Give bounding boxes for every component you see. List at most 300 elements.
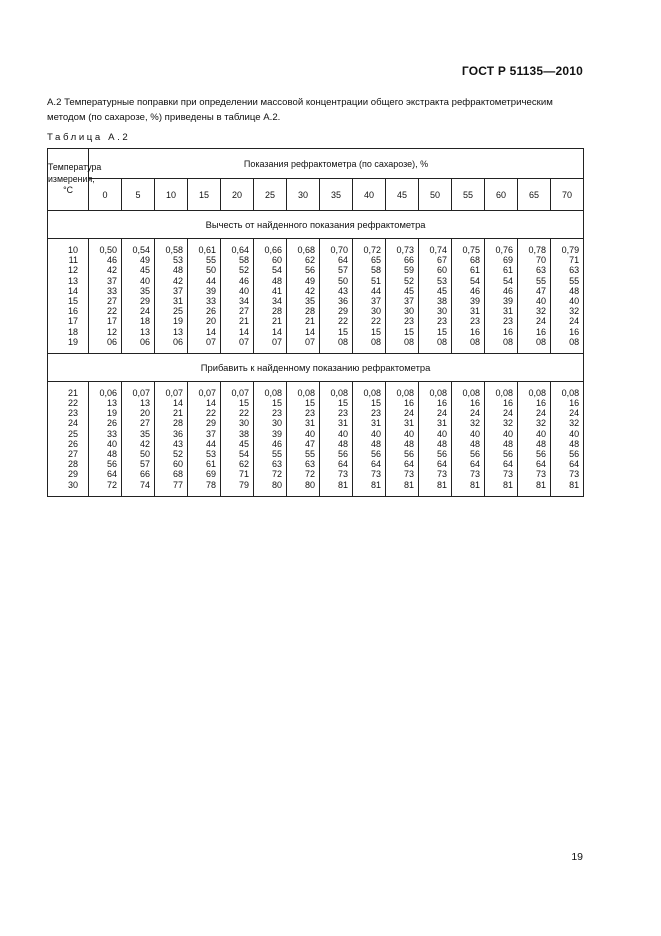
correction-value: 15	[370, 326, 381, 337]
correction-value: 60	[436, 265, 447, 276]
table-body	[48, 211, 584, 497]
column-header: 25	[254, 179, 287, 211]
correction-value: 16	[535, 326, 546, 337]
correction-value: 56	[304, 265, 315, 276]
correction-value: 24	[403, 408, 414, 419]
correction-value: 64	[337, 459, 348, 470]
correction-value: 40	[535, 428, 546, 439]
correction-value: 47	[304, 438, 315, 449]
correction-value: 0,08	[264, 387, 282, 398]
correction-value: 37	[106, 275, 117, 286]
correction-value: 40	[304, 428, 315, 439]
temperature-value: 19	[67, 336, 78, 347]
section-data-row	[48, 381, 584, 496]
correction-value: 31	[172, 295, 183, 306]
value-column	[419, 239, 452, 354]
correction-value: 44	[205, 275, 216, 286]
temperature-value: 14	[67, 285, 78, 296]
correction-value: 50	[337, 275, 348, 286]
correction-value: 57	[337, 265, 348, 276]
correction-value: 37	[205, 428, 216, 439]
correction-value: 13	[106, 398, 117, 409]
correction-value: 27	[238, 306, 249, 317]
correction-value: 0,08	[396, 387, 414, 398]
column-header: 20	[221, 179, 254, 211]
correction-value: 15	[337, 398, 348, 409]
correction-value: 52	[238, 265, 249, 276]
correction-value: 40	[370, 428, 381, 439]
correction-value: 71	[238, 469, 249, 480]
correction-value: 31	[502, 306, 513, 317]
value-column	[353, 381, 386, 496]
correction-value: 36	[172, 428, 183, 439]
correction-value: 52	[403, 275, 414, 286]
correction-value: 72	[106, 479, 117, 490]
page-number: 19	[571, 851, 583, 863]
correction-value: 22	[106, 306, 117, 317]
correction-value: 24	[502, 408, 513, 419]
correction-value: 40	[502, 428, 513, 439]
correction-value: 58	[370, 265, 381, 276]
value-column	[452, 239, 485, 354]
correction-value: 16	[469, 326, 480, 337]
value-column	[155, 239, 188, 354]
correction-value: 49	[139, 255, 150, 266]
correction-value: 08	[370, 336, 381, 347]
correction-value: 49	[304, 275, 315, 286]
correction-value: 68	[469, 255, 480, 266]
temperature-column	[48, 381, 89, 496]
correction-value: 22	[238, 408, 249, 419]
correction-value: 24	[535, 408, 546, 419]
correction-value: 48	[337, 438, 348, 449]
correction-value: 13	[139, 398, 150, 409]
correction-value: 77	[172, 479, 183, 490]
correction-value: 12	[106, 326, 117, 337]
correction-value: 07	[205, 336, 216, 347]
correction-value: 35	[139, 285, 150, 296]
correction-value: 0,68	[297, 245, 315, 255]
correction-value: 32	[502, 418, 513, 429]
correction-value: 29	[205, 418, 216, 429]
correction-value: 66	[139, 469, 150, 480]
correction-value: 44	[370, 285, 381, 296]
correction-value: 15	[304, 398, 315, 409]
correction-value: 55	[569, 275, 580, 286]
correction-value: 42	[172, 275, 183, 286]
value-column	[353, 239, 386, 354]
temperature-value: 26	[67, 438, 78, 449]
correction-value: 16	[403, 398, 414, 409]
correction-value: 21	[304, 316, 315, 327]
section-title-row	[48, 211, 584, 239]
correction-value: 31	[403, 418, 414, 429]
correction-value: 64	[337, 255, 348, 266]
value-column	[122, 381, 155, 496]
correction-value: 41	[271, 285, 282, 296]
correction-value: 32	[535, 306, 546, 317]
correction-value: 30	[238, 418, 249, 429]
correction-value: 80	[304, 479, 315, 490]
correction-value: 40	[569, 428, 580, 439]
correction-value: 0,75	[462, 245, 480, 255]
correction-value: 81	[502, 479, 513, 490]
correction-value: 56	[370, 449, 381, 459]
correction-value: 61	[502, 265, 513, 276]
correction-value: 45	[403, 285, 414, 296]
correction-value: 0,66	[264, 245, 282, 255]
correction-value: 23	[502, 316, 513, 327]
temperature-value: 18	[67, 326, 78, 337]
temperature-value: 11	[68, 255, 78, 266]
correction-value: 23	[469, 316, 480, 327]
correction-value: 48	[569, 285, 580, 296]
correction-value: 32	[535, 418, 546, 429]
column-header: 45	[386, 179, 419, 211]
correction-value: 15	[436, 326, 447, 337]
correction-value: 63	[569, 265, 580, 276]
correction-value: 06	[172, 336, 183, 347]
correction-value: 31	[370, 418, 381, 429]
correction-value: 62	[304, 255, 315, 266]
correction-value: 39	[469, 295, 480, 306]
correction-value: 81	[370, 479, 381, 490]
correction-value: 56	[502, 449, 513, 459]
correction-value: 29	[337, 306, 348, 317]
correction-value: 48	[436, 438, 447, 449]
correction-value: 56	[469, 449, 480, 459]
value-column	[485, 239, 518, 354]
correction-value: 53	[205, 449, 216, 459]
correction-value: 0,54	[132, 245, 150, 255]
correction-value: 68	[172, 469, 183, 480]
correction-value: 33	[106, 428, 117, 439]
correction-value: 30	[436, 306, 447, 317]
correction-value: 53	[172, 255, 183, 266]
correction-value: 44	[205, 438, 216, 449]
correction-value: 51	[370, 275, 381, 286]
correction-value: 0,50	[99, 245, 117, 255]
correction-value: 81	[403, 479, 414, 490]
correction-value: 07	[271, 336, 282, 347]
correction-value: 56	[535, 449, 546, 459]
value-column	[221, 239, 254, 354]
correction-value: 26	[205, 306, 216, 317]
correction-value: 31	[436, 418, 447, 429]
correction-value: 46	[469, 285, 480, 296]
correction-value: 14	[205, 398, 216, 409]
value-column	[320, 381, 353, 496]
correction-value: 08	[569, 336, 580, 347]
correction-value: 16	[469, 398, 480, 409]
value-column	[287, 381, 320, 496]
correction-value: 39	[271, 428, 282, 439]
correction-value: 54	[238, 449, 249, 459]
correction-value: 31	[469, 306, 480, 317]
correction-value: 0,06	[99, 387, 117, 398]
correction-value: 42	[106, 265, 117, 276]
correction-value: 46	[106, 255, 117, 266]
correction-value: 16	[535, 398, 546, 409]
correction-value: 0,07	[132, 387, 150, 398]
correction-value: 40	[139, 275, 150, 286]
correction-value: 07	[238, 336, 249, 347]
correction-value: 40	[337, 428, 348, 439]
correction-value: 14	[205, 326, 216, 337]
correction-value: 67	[436, 255, 447, 266]
correction-value: 17	[106, 316, 117, 327]
correction-value: 72	[271, 469, 282, 480]
correction-value: 0,61	[198, 245, 216, 255]
column-header: 60	[485, 179, 518, 211]
correction-value: 45	[238, 438, 249, 449]
correction-value: 15	[370, 398, 381, 409]
correction-value: 46	[271, 438, 282, 449]
value-column	[485, 381, 518, 496]
correction-value: 48	[569, 438, 580, 449]
correction-value: 71	[569, 255, 580, 266]
correction-value: 63	[304, 459, 315, 470]
correction-value: 16	[569, 326, 580, 337]
correction-value: 0,07	[231, 387, 249, 398]
correction-value: 56	[436, 449, 447, 459]
value-column	[254, 239, 287, 354]
correction-value: 50	[139, 449, 150, 459]
value-column	[254, 381, 287, 496]
temperature-value: 24	[67, 418, 78, 429]
correction-value: 54	[469, 275, 480, 286]
correction-value: 0,78	[528, 245, 546, 255]
temperature-value: 27	[67, 449, 78, 459]
correction-value: 64	[535, 459, 546, 470]
correction-value: 48	[172, 265, 183, 276]
correction-value: 81	[337, 479, 348, 490]
correction-value: 32	[469, 418, 480, 429]
correction-value: 0,08	[297, 387, 315, 398]
table-caption: Таблица А.2	[47, 132, 131, 143]
correction-value: 0,08	[528, 387, 546, 398]
correction-value: 14	[172, 398, 183, 409]
correction-value: 47	[535, 285, 546, 296]
correction-value: 62	[238, 459, 249, 470]
correction-value: 0,79	[561, 245, 580, 255]
correction-value: 30	[271, 418, 282, 429]
correction-value: 61	[205, 459, 216, 470]
correction-value: 15	[337, 326, 348, 337]
column-header: 65	[518, 179, 551, 211]
temperature-value: 17	[67, 316, 78, 327]
correction-value: 64	[469, 459, 480, 470]
correction-value: 34	[271, 295, 282, 306]
correction-value: 08	[436, 336, 447, 347]
correction-value: 48	[403, 438, 414, 449]
correction-value: 0,73	[396, 245, 414, 255]
correction-value: 0,72	[363, 245, 381, 255]
temperature-value: 12	[67, 265, 78, 276]
correction-value: 73	[469, 469, 480, 480]
correction-value: 73	[535, 469, 546, 480]
value-column	[518, 239, 551, 354]
correction-value: 80	[271, 479, 282, 490]
correction-value: 64	[106, 469, 117, 480]
correction-value: 06	[106, 336, 117, 347]
correction-value: 54	[502, 275, 513, 286]
correction-value: 64	[436, 459, 447, 470]
correction-value: 27	[106, 295, 117, 306]
correction-value: 0,08	[363, 387, 381, 398]
correction-value: 31	[337, 418, 348, 429]
temperature-value: 23	[67, 408, 78, 419]
correction-value: 24	[535, 316, 546, 327]
correction-value: 40	[535, 295, 546, 306]
correction-value: 23	[436, 316, 447, 327]
correction-value: 0,74	[429, 245, 447, 255]
correction-value: 73	[502, 469, 513, 480]
correction-value: 14	[304, 326, 315, 337]
correction-value: 81	[436, 479, 447, 490]
correction-value: 0,08	[429, 387, 447, 398]
correction-value: 39	[205, 285, 216, 296]
value-column	[419, 381, 452, 496]
correction-value: 07	[304, 336, 315, 347]
correction-value: 45	[139, 265, 150, 276]
temperature-value: 15	[67, 295, 78, 306]
correction-value: 37	[403, 295, 414, 306]
correction-value: 40	[238, 285, 249, 296]
temperature-value: 25	[67, 428, 78, 439]
correction-value: 32	[569, 418, 580, 429]
correction-value: 46	[502, 285, 513, 296]
correction-value: 13	[172, 326, 183, 337]
correction-value: 42	[304, 285, 315, 296]
correction-value: 19	[106, 408, 117, 419]
correction-value: 0,64	[231, 245, 249, 255]
correction-value: 29	[139, 295, 150, 306]
correction-value: 24	[139, 306, 150, 317]
correction-value: 63	[535, 265, 546, 276]
correction-value: 81	[535, 479, 546, 490]
column-header: 15	[188, 179, 221, 211]
correction-value: 48	[535, 438, 546, 449]
correction-value: 16	[502, 326, 513, 337]
correction-value: 48	[469, 438, 480, 449]
value-column	[386, 381, 419, 496]
correction-value: 73	[337, 469, 348, 480]
column-header: 0	[89, 179, 122, 211]
correction-value: 64	[370, 459, 381, 470]
correction-value: 35	[304, 295, 315, 306]
correction-value: 70	[535, 255, 546, 266]
correction-value: 48	[370, 438, 381, 449]
temperature-column	[48, 239, 89, 354]
correction-value: 61	[469, 265, 480, 276]
correction-value: 69	[205, 469, 216, 480]
section-title-row	[48, 353, 584, 381]
correction-value: 56	[337, 449, 348, 459]
correction-value: 42	[139, 438, 150, 449]
temperature-value: 28	[67, 459, 78, 470]
correction-value: 40	[403, 428, 414, 439]
document-code: ГОСТ Р 51135—2010	[461, 64, 583, 78]
correction-table	[47, 148, 584, 497]
correction-value: 37	[172, 285, 183, 296]
correction-value: 32	[569, 306, 580, 317]
column-header: 50	[419, 179, 452, 211]
correction-value: 55	[271, 449, 282, 459]
correction-value: 57	[139, 459, 150, 470]
correction-value: 0,08	[495, 387, 513, 398]
correction-value: 33	[205, 295, 216, 306]
correction-value: 48	[106, 449, 117, 459]
correction-value: 64	[569, 459, 580, 470]
temperature-value: 30	[67, 479, 78, 490]
correction-value: 0,76	[495, 245, 513, 255]
column-header: 70	[551, 179, 584, 211]
correction-value: 16	[569, 398, 580, 409]
correction-value: 38	[238, 428, 249, 439]
correction-value: 56	[569, 449, 580, 459]
correction-value: 23	[403, 316, 414, 327]
correction-value: 43	[172, 438, 183, 449]
value-column	[452, 381, 485, 496]
correction-value: 0,70	[330, 245, 348, 255]
temperature-value: 22	[67, 398, 78, 409]
correction-value: 22	[205, 408, 216, 419]
correction-value: 0,07	[165, 387, 183, 398]
correction-value: 14	[238, 326, 249, 337]
correction-value: 08	[337, 336, 348, 347]
correction-value: 45	[436, 285, 447, 296]
correction-value: 78	[205, 479, 216, 490]
correction-value: 40	[436, 428, 447, 439]
correction-value: 65	[370, 255, 381, 266]
value-column	[122, 239, 155, 354]
correction-value: 40	[469, 428, 480, 439]
correction-value: 74	[139, 479, 150, 490]
temperature-value: 29	[67, 469, 78, 480]
correction-value: 23	[304, 408, 315, 419]
correction-value: 18	[139, 316, 150, 327]
value-column	[287, 239, 320, 354]
section-title: Вычесть от найденного показания рефрактометра	[48, 211, 584, 239]
correction-value: 48	[271, 275, 282, 286]
correction-value: 21	[172, 408, 183, 419]
correction-value: 64	[502, 459, 513, 470]
correction-value: 31	[304, 418, 315, 429]
correction-value: 15	[403, 326, 414, 337]
correction-value: 30	[370, 306, 381, 317]
correction-value: 55	[205, 255, 216, 266]
temperature-header: Температура измерения, °С	[48, 149, 89, 211]
correction-value: 43	[337, 285, 348, 296]
correction-value: 28	[172, 418, 183, 429]
correction-value: 73	[569, 469, 580, 480]
correction-value: 60	[172, 459, 183, 470]
correction-value: 33	[106, 285, 117, 296]
column-header: 5	[122, 179, 155, 211]
correction-value: 21	[238, 316, 249, 327]
correction-value: 79	[238, 479, 249, 490]
value-column	[89, 239, 122, 354]
correction-value: 13	[139, 326, 150, 337]
section-data-row	[48, 239, 584, 354]
correction-value: 06	[139, 336, 150, 347]
correction-value: 52	[172, 449, 183, 459]
value-column	[551, 239, 584, 354]
value-column	[386, 239, 419, 354]
value-column	[221, 381, 254, 496]
correction-value: 08	[403, 336, 414, 347]
